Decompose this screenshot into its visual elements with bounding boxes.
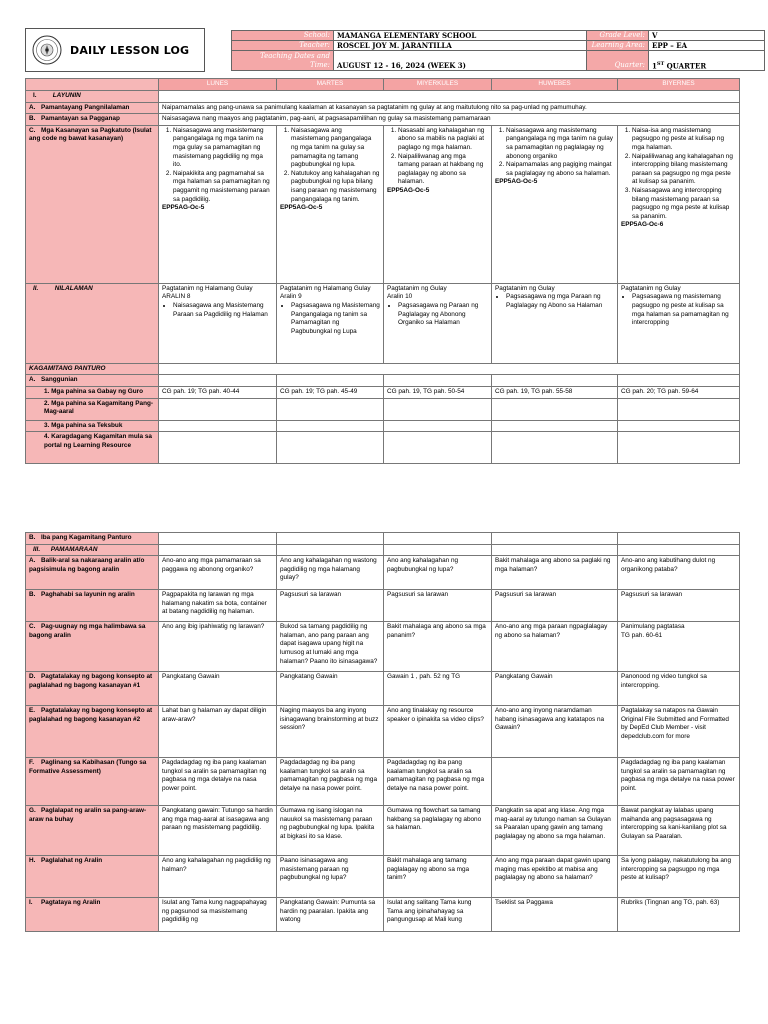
- competency-code: EPP5AG-Oc-5: [495, 178, 538, 186]
- section-layunin: I. LAYUNIN: [26, 91, 159, 103]
- quarter-label: Quarter:: [587, 51, 649, 71]
- paghahabi-huwebes: Pagsusuri sa larawan: [492, 590, 618, 622]
- kasanayan-miyerkules: 1. Nasasabi ang kahalagahan ng abono sa mabilis na paglaki at paglago ng mga halaman. 2. Naipaliliwanag ang mga tamang paraan at hakbang ng paglalagay ng abono sa halaman. EPP5AG-Oc-5: [384, 125, 492, 283]
- title-box: [25, 28, 205, 72]
- pag-uugnay-miyerkules: Bakit mahalaga ang abono sa mga pananim?: [384, 622, 492, 672]
- row-label-pagtatalakay-2: E. Pagtatalakay ng bagong konsepto at paglalahad ng bagong kasanayan #2: [26, 706, 159, 758]
- gabay-lunes: CG pah. 19; TG pah. 40-44: [159, 386, 277, 398]
- row-label-sanggunian: A. Sanggunian: [26, 375, 159, 387]
- balik-aral-biyernes: Ano-ano ang kabutihang dulot ng organikong pataba?: [618, 556, 740, 590]
- day-header-huwebes: HUWEBES: [492, 79, 618, 91]
- nilalaman-huwebes: Pagtatanim ng Gulay • Pagsasagawa ng mga Paraan ng Paglalagay ng Abono sa Halaman: [492, 283, 618, 363]
- pagtatalakay-1-biyernes: Panonood ng video tungkol sa intercropping.: [618, 672, 740, 706]
- paglalahat-martes: Paano isinasagawa ang masistemang paraan ng pagbubungkal ng lupa?: [277, 856, 384, 898]
- paglalapat-huwebes: Pangkatin sa apat ang klase. Ang mga mag-aaral ay tutungo naman sa Gulayan sa Paaralan upang gawin ang tamang paglalagay ng abono sa mga halaman.: [492, 806, 618, 856]
- pagtatalakay-1-lunes: Pangkatang Gawain: [159, 672, 277, 706]
- gabay-huwebes: CG pah. 19, TG pah. 55-58: [492, 386, 618, 398]
- competency-code: EPP5AG-Oc-5: [280, 204, 323, 212]
- lesson-log-page-2: [0, 528, 768, 1024]
- teacher-value: ROSCEL JOY M. JARANTILLA: [334, 41, 587, 51]
- row-label-paghahabi: B. Paghahabi sa layunin ng aralin: [26, 590, 159, 622]
- competency-code: EPP5AG-Oc-5: [387, 186, 430, 194]
- competency-code: EPP5AG-Oc-5: [162, 204, 205, 212]
- nilalaman-martes: Pagtatanim ng Halamang Gulay Aralin 9 • Pagsasagawa ng Masistemang Pangangalaga ng tanim sa Pamamagitan ng Pagbubungkal ng Lupa: [277, 283, 384, 363]
- row-label-pamantayan-sa-pagganap: B. Pamantayan sa Pagganap: [26, 114, 159, 126]
- procedure-row-paglalapat: [26, 806, 740, 856]
- procedure-row-pagtatalakay-1: [26, 672, 740, 706]
- lesson-table-1: [25, 78, 740, 464]
- lesson-table-2: [25, 532, 740, 932]
- pag-uugnay-huwebes: Ano-ano ang mga paraan ngpaglalagay ng abono sa halaman?: [492, 622, 618, 672]
- page-title: DAILY LESSON LOG: [70, 43, 190, 57]
- paglalapat-martes: Gumawa ng isang islogan na nauukol sa masistemang paraan ng pagbubungkal ng lupa. Ipakita at bigkasi ito sa klase.: [277, 806, 384, 856]
- pagtatalakay-2-huwebes: Ano-ano ang inyong naramdaman habang isinasagawa ang katatapos na Gawain?: [492, 706, 618, 758]
- row-label-teksbuk: 3. Mga pahina sa Teksbuk: [26, 420, 159, 432]
- kasanayan-huwebes: 1. Naisasagawa ang masistemang pangangalaga ng mga tanim na gulay sa pamamagitan ng paglalagay ng abonong organiko 2. Naipamamalas ang pagiging maingat sa paglalagay ng abono sa halaman. EPP5AG-Oc-5: [492, 125, 618, 283]
- pagtataya-miyerkules: Isulat ang salitang Tama kung Tama ang ipinahahayag sa pangungusap at Mali kung: [384, 898, 492, 932]
- grade-value: V: [649, 31, 765, 41]
- teacher-label: Teacher:: [232, 41, 334, 51]
- paglinang-lunes: Pagdadagdag ng iba pang kaalaman tungkol sa aralin sa pamamagitan ng pagbasa ng mga detalye na nasa power point.: [159, 758, 277, 806]
- row-label-pag-uugnay: C. Pag-uugnay ng mga halimbawa sa bagong aralin: [26, 622, 159, 672]
- section-pamamaraan: III. PAMAMARAAN: [26, 544, 159, 556]
- paglinang-martes: Pagdadagdag ng iba pang kaalaman tungkol sa aralin sa pamamagitan ng pagbasa ng mga detalye na nasa power point.: [277, 758, 384, 806]
- header-info-table: [231, 30, 765, 71]
- section-kagamitan: KAGAMITANG PANTURO: [26, 363, 159, 375]
- competency-code: EPP5AG-Oc-6: [621, 221, 664, 229]
- row-label-kasanayan: C. Mga Kasanayan sa Pagkatuto (Isulat ang code ng bawat kasanayan): [26, 125, 159, 283]
- header: [25, 28, 739, 72]
- paglalahat-huwebes: Ano ang mga paraan dapat gawin upang maging mas epektibo at mabisa ang paglalagay ng abono sa halaman?: [492, 856, 618, 898]
- paghahabi-miyerkules: Pagsusuri sa larawan: [384, 590, 492, 622]
- lesson-log-page-1: [0, 0, 768, 478]
- day-header-martes: MARTES: [277, 79, 384, 91]
- balik-aral-huwebes: Bakit mahalaga ang abono sa paglaki ng mga halaman?: [492, 556, 618, 590]
- gabay-martes: CG pah. 19; TG pah. 45-49: [277, 386, 384, 398]
- paglalahat-lunes: Ano ang kahalagahan ng pagdidilig ng halman?: [159, 856, 277, 898]
- row-label-paglalahat: H. Paglalahat ng Aralin: [26, 856, 159, 898]
- pagtatalakay-1-martes: Pangkatang Gawain: [277, 672, 384, 706]
- row-label-balik-aral: A. Balik-aral sa nakaraang aralin at/o pagsisimula ng bagong aralin: [26, 556, 159, 590]
- paglalahat-miyerkules: Bakit mahalaga ang tamang paglalagay ng abono sa mga tanim?: [384, 856, 492, 898]
- paglalapat-lunes: Pangkatang gawain: Tutungo sa hardin ang mga mag-aaral at isasagawa ang paraan ng masistemang pagdidilig.: [159, 806, 277, 856]
- pag-uugnay-biyernes: Panimulang pagtatasa TG pah. 60-61: [618, 622, 740, 672]
- paghahabi-martes: Pagsusuri sa larawan: [277, 590, 384, 622]
- pamantayang-pangnilalaman-text: Naipamamalas ang pang-unawa sa panimulang kaalaman at kasanayan sa pagtatanim ng gulay at ang maitutulong nito sa pag-unlad ng pamumuhay.: [159, 102, 740, 114]
- pagtatalakay-2-lunes: Lahat ban g halaman ay dapat diligin araw-araw?: [159, 706, 277, 758]
- kasanayan-lunes: 1. Naisasagawa ang masistemang pangangalaga ng mga tanim na mga gulay sa pamamagitan ng masistemang pagdidilig ng mga ito. 2. Naipakikita ang pagmamahal sa mga halaman sa pamamagitan ng paggamit ng masistemang paraan sa pagdidilig. EPP5AG-Oc-5: [159, 125, 277, 283]
- pagtatalakay-1-huwebes: Pangkatang Gawain: [492, 672, 618, 706]
- pagtataya-martes: Pangkatang Gawain: Pumunta sa hardin ng paaralan. Ipakita ang watong: [277, 898, 384, 932]
- dates-value: AUGUST 12 - 16, 2024 (WEEK 3): [334, 51, 587, 71]
- paglinang-miyerkules: Pagdadagdag ng iba pang kaalaman tungkol sa aralin sa pamamagitan ng pagbasa ng mga detalye na nasa power point.: [384, 758, 492, 806]
- pagtatalakay-2-biyernes: Pagtalakay sa natapos na Gawain Original File Submitted and Formatted by DepEd Club Member - visit depedclub.com for more: [618, 706, 740, 758]
- pagtataya-lunes: Isulat ang Tama kung nagpapahayag ng pagsunod sa masistemang pagdidilig ng: [159, 898, 277, 932]
- row-label-pagtatalakay-1: D. Pagtatalakay ng bagong konsepto at paglalahad ng bagong kasanayan #1: [26, 672, 159, 706]
- pagtatalakay-1-miyerkules: Gawain 1 , pah. 52 ng TG: [384, 672, 492, 706]
- area-label: Learning Area:: [587, 41, 649, 51]
- nilalaman-miyerkules: Pagtatanim ng Gulay Aralin 10 • Pagsasagawa ng Paraan ng Paglalagay ng Abonong Organiko sa Halaman: [384, 283, 492, 363]
- day-header-miyerkules: MIYERKULES: [384, 79, 492, 91]
- procedure-row-balik-aral: [26, 556, 740, 590]
- balik-aral-lunes: Ano-ano ang mga pamamaraan sa paggawa ng abonong organiko?: [159, 556, 277, 590]
- paglalapat-biyernes: Bawat pangkat ay lalabas upang maihanda ang pagsasagawa ng intercropping sa kani-kanilang plot sa Gulayan sa Paaralan.: [618, 806, 740, 856]
- procedure-row-pagtatalakay-2: [26, 706, 740, 758]
- paglalahat-biyernes: Sa iyong palagay, nakatutulong ba ang intercropping sa pagsugpo ng mga peste at kulisap?: [618, 856, 740, 898]
- nilalaman-biyernes: Pagtatanim ng Gulay • Pagsasagawa ng masistemang pagsugpo ng peste at kulisap sa mga halaman sa pamamagitan ng intercropping: [618, 283, 740, 363]
- balik-aral-martes: Ano ang kahalagahan ng wastong pagdidilig ng mga halamang gulay?: [277, 556, 384, 590]
- paghahabi-lunes: Pagpapakita ng larawan ng mga halamang nakatim sa bota, container at batang nagdidilig ng halaman.: [159, 590, 277, 622]
- pamantayan-sa-pagganap-text: Naisasagawa nang maayos ang pagtatanim, pag-aani, at pagsasapamilihan ng gulay sa masistemang pamamaraan: [159, 114, 740, 126]
- row-label-pamantayang-pangnilalaman: A. Pamantayang Pangnilalaman: [26, 102, 159, 114]
- row-label-kagamitang-pang-mag-aaral: 2. Mga pahina sa Kagamitang Pang-Mag-aaral: [26, 398, 159, 420]
- nilalaman-lunes: Pagtatanim ng Halamang Gulay ARALIN 8 • Naisasagawa ang Masistemang Paraan sa Pagdidilig ng Halaman: [159, 283, 277, 363]
- deped-seal-icon: [32, 35, 62, 65]
- gabay-miyerkules: CG pah. 19, TG pah. 50-54: [384, 386, 492, 398]
- day-header-lunes: LUNES: [159, 79, 277, 91]
- row-label-iba-pang-kagamitan: B. Iba pang Kagamitang Panturo: [26, 533, 159, 545]
- gabay-biyernes: CG pah. 20; TG pah. 59-64: [618, 386, 740, 398]
- procedure-row-paghahabi: [26, 590, 740, 622]
- pagtataya-huwebes: Tseklist sa Paggawa: [492, 898, 618, 932]
- kasanayan-martes: 1. Naisasagawa ang masistemang pangangalaga ng mga tanim na gulay sa pamamagita ng tamang pagbubungkal ng lupa. 2. Natutukoy ang kahalagahan ng pagbubungkal ng lupa bilang isang paraan ng masistemang pangangalaga ng tanim. EPP5AG-Oc-5: [277, 125, 384, 283]
- day-header-biyernes: BIYERNES: [618, 79, 740, 91]
- paghahabi-biyernes: Pagsusuri sa larawan: [618, 590, 740, 622]
- row-label-paglalapat: G. Paglalapat ng aralin sa pang-araw-araw na buhay: [26, 806, 159, 856]
- paglinang-huwebes: [492, 758, 618, 806]
- grade-label: Grade Level:: [587, 31, 649, 41]
- row-label-paglinang: F. Paglinang sa Kabihasan (Tungo sa Formative Assessment): [26, 758, 159, 806]
- row-label-pagtataya: I. Pagtataya ng Aralin: [26, 898, 159, 932]
- school-label: School:: [232, 31, 334, 41]
- quarter-value: 1ST QUARTER: [649, 51, 765, 71]
- pagtatalakay-2-miyerkules: Ano ang tinalakay ng resource speaker o ipinakita sa video clips?: [384, 706, 492, 758]
- balik-aral-miyerkules: Ano ang kahalagahan ng pagbubungkal ng lupa?: [384, 556, 492, 590]
- procedure-row-paglinang: [26, 758, 740, 806]
- paglinang-biyernes: Pagdadagdag ng iba pang kaalaman tungkol sa aralin sa pamamagitan ng pagbasa ng mga detalye na nasa power point.: [618, 758, 740, 806]
- kasanayan-biyernes: 1. Naisa-isa ang masistemang pagsugpo ng peste at kulisap ng mga halaman. 2. Naipaliliwanag ang kahalagahan ng intercropping bilang masistemang paraan sa pagsugpo ng mga peste at kulisap sa pananim. 3. Naisasagawa ang intercropping bilang masistemang paraan sa pagsugpo ng mga peste at kulisap sa pananim. EPP5AG-Oc-6: [618, 125, 740, 283]
- area-value: EPP – EA: [649, 41, 765, 51]
- row-label-gabay-ng-guro: 1. Mga pahina sa Gabay ng Guro: [26, 386, 159, 398]
- pag-uugnay-martes: Bukod sa tamang pagdidilig ng halaman, ano pang paraan ang dapat isagawa upang higit na lumusog at lumaki ang mga halaman? Paano ito isinasagawa?: [277, 622, 384, 672]
- procedure-row-pagtataya: [26, 898, 740, 932]
- procedure-rows: [26, 556, 740, 932]
- row-label-karagdagang-kagamitan: 4. Karagdagang Kagamitan mula sa portal ng Learning Resource: [26, 432, 159, 464]
- pagtatalakay-2-martes: Naging maayos ba ang inyong isinagawang brainstorming at buzz session?: [277, 706, 384, 758]
- dates-label: Teaching Dates and Time:: [232, 51, 334, 71]
- pag-uugnay-lunes: Ano ang ibig ipahiwatig ng larawan?: [159, 622, 277, 672]
- procedure-row-paglalahat: [26, 856, 740, 898]
- section-nilalaman: II. NILALAMAN: [26, 283, 159, 363]
- paglalapat-miyerkules: Gumawa ng flowchart sa tamang hakbang sa paglalagay ng abono sa halaman.: [384, 806, 492, 856]
- procedure-row-pag-uugnay: [26, 622, 740, 672]
- school-value: MAMANGA ELEMENTARY SCHOOL: [334, 31, 587, 41]
- pagtataya-biyernes: Rubriks (Tingnan ang TG, pah. 63): [618, 898, 740, 932]
